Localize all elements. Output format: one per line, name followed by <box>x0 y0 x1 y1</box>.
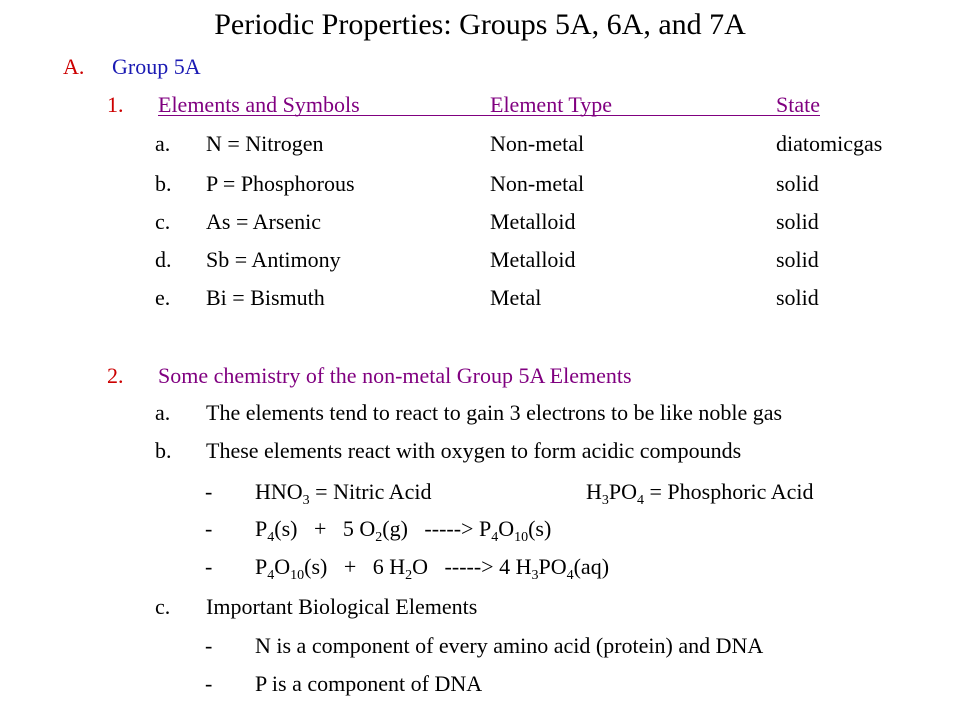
row-type: Metalloid <box>490 209 576 234</box>
row-state: solid <box>776 171 819 196</box>
part2-a-text: The elements tend to react to gain 3 electrons to be like noble gas <box>206 400 783 425</box>
row-marker: a. <box>155 131 171 156</box>
row-type: Non-metal <box>490 131 585 156</box>
part1-marker: 1. <box>107 92 124 117</box>
part2-a-marker: a. <box>155 400 171 425</box>
header-type: Element Type <box>490 92 613 117</box>
dash: - <box>205 671 213 696</box>
reaction-2: $P_4O_{10}(s) + 6$ $H_2O$ -----> 4 $H_3PO_4(aq)$ <box>255 554 610 583</box>
row-state: diatomicgas <box>776 131 883 156</box>
row-marker: c. <box>155 209 171 234</box>
bio-item: P is a component of DNA <box>255 671 483 696</box>
section-a-heading: Group 5A <box>112 54 201 79</box>
part2-b-marker: b. <box>155 438 172 463</box>
row-state: solid <box>776 247 819 272</box>
row-element: Sb = Antimony <box>206 247 341 272</box>
part2-heading: Some chemistry of the non-metal Group 5A Elements <box>158 363 632 388</box>
row-element: N = Nitrogen <box>206 131 324 156</box>
header-underline <box>158 115 820 116</box>
row-marker: b. <box>155 171 172 196</box>
phosphoric-acid: $H_3PO_4$ = Phosphoric Acid <box>586 479 814 508</box>
row-marker: e. <box>155 285 171 310</box>
row-marker: d. <box>155 247 172 272</box>
header-state: State <box>776 92 820 117</box>
row-element: As = Arsenic <box>206 209 322 234</box>
part2-b-text: These elements react with oxygen to form acidic compounds <box>206 438 742 463</box>
header-elements: Elements and Symbols <box>158 92 360 117</box>
part2-marker: 2. <box>107 363 124 388</box>
row-type: Metalloid <box>490 247 576 272</box>
bio-item: N is a component of every amino acid (protein) and DNA <box>255 633 764 658</box>
page-title: Periodic Properties: Groups 5A, 6A, and 7A <box>214 8 746 41</box>
row-element: P = Phosphorous <box>206 171 355 196</box>
row-type: Metal <box>490 285 542 310</box>
part2-c-heading: Important Biological Elements <box>206 594 478 619</box>
row-state: solid <box>776 285 819 310</box>
row-state: solid <box>776 209 819 234</box>
reaction-1: $P_4(s) + 5$ $O_2(g)$ -----> $P_4O_{10}(s)$ <box>255 516 552 545</box>
dash: - <box>205 479 213 504</box>
row-element: Bi = Bismuth <box>206 285 325 310</box>
dash: - <box>205 554 213 579</box>
nitric-acid: $HNO_3$ = Nitric Acid <box>255 479 432 508</box>
part2-c-marker: c. <box>155 594 171 619</box>
dash: - <box>205 516 213 541</box>
section-a-marker: A. <box>63 54 85 79</box>
row-type: Non-metal <box>490 171 585 196</box>
dash: - <box>205 633 213 658</box>
